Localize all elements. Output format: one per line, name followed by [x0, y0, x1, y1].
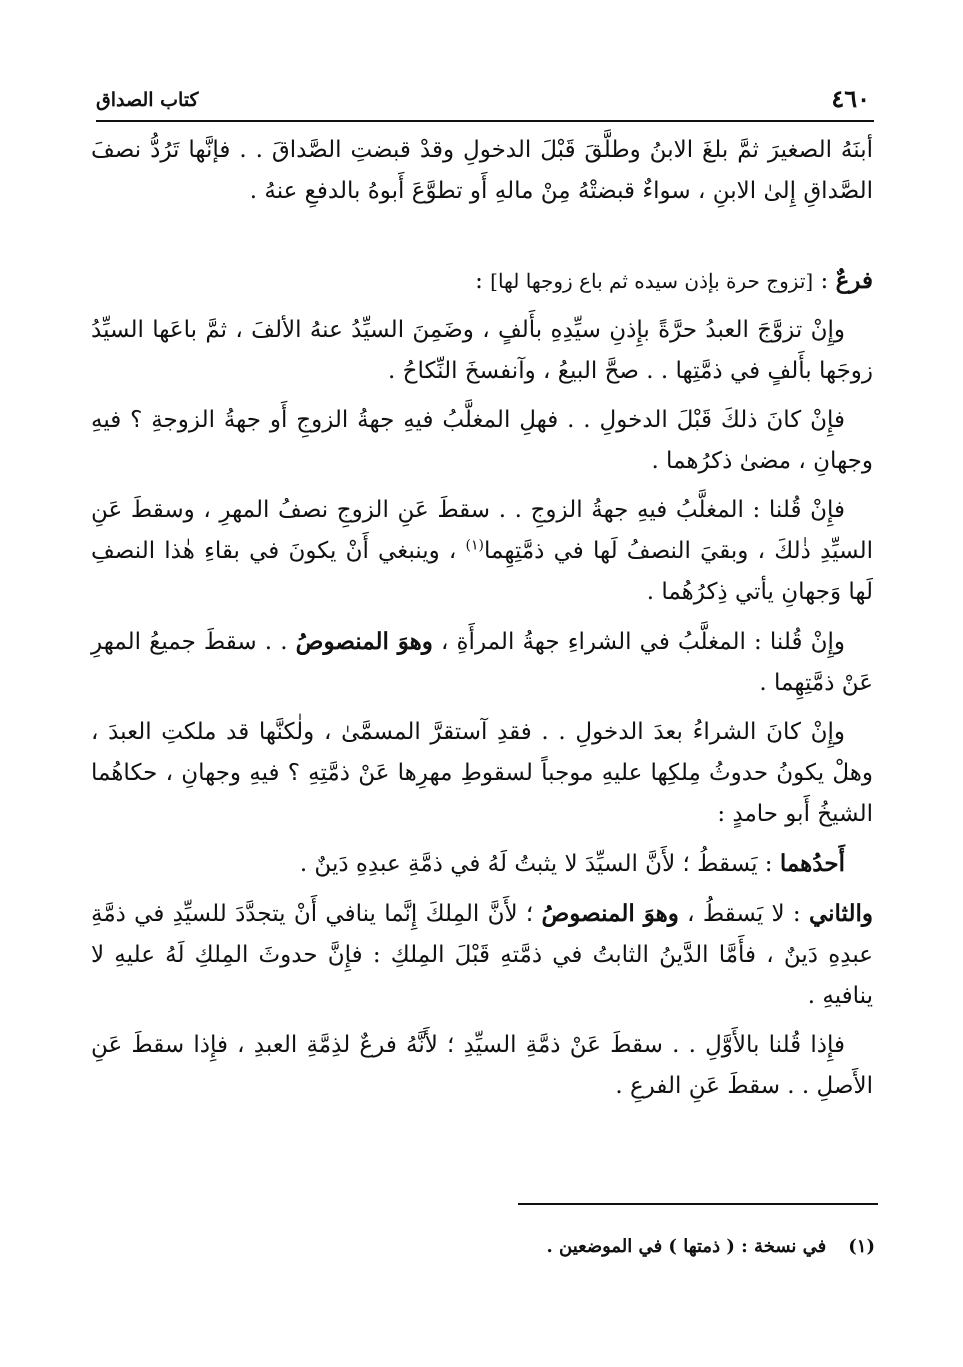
page-number: ٤٦٠ [831, 84, 870, 113]
opinion-second-text-b: ؛ لأَنَّ المِلكَ إِنَّما ينافي أَنْ يتجدَّدَ للسيِّدِ في ذمَّةِ عبدِهِ دَينٌ ، فأَمَّا الدَّينُ الثابتُ في ذمَّتهِ قَبْلَ المِلكِ : فإِنَّ حدوثَ المِلكِ لَهُ عليهِ لا ينافيهِ . [91, 901, 873, 1009]
paragraph-4-text-a: فإِنْ قُلنا : المغلَّبُ فيهِ جهةُ الزوجِ . . سقطَ عَنِ الزوجِ نصفُ المهرِ ، وسقطَ عَنِ السيِّدِ ذٰلكَ ، وبقيَ النصفُ لَها في ذمَّتِهِما [91, 497, 873, 564]
opinion-second [91, 893, 873, 1017]
branch-title: [تزوج حرة بإذن سيده ثم باع زوجها لها] [490, 269, 814, 293]
footnote-text: في نسخة : ( ذمتها ) في الموضعين . [546, 1236, 827, 1257]
opinion-second-emphasis: وهوَ المنصوصُ [541, 900, 679, 927]
paragraph-5-text-a: وإِنْ قُلنا : المغلَّبُ في الشراءِ جهةُ المرأَةِ ، [432, 629, 845, 655]
opinion-first-label: أَحدُهما [779, 850, 845, 877]
paragraph-1: أبنَهُ الصغيرَ ثمَّ بلغَ الابنُ وطلَّقَ قَبْلَ الدخولِ وقدْ قبضتِ الصَّداقَ . . فإنَّها تَرُدُّ نصفَ الصَّداقِ إِلىٰ الابنِ ، سواءٌ قبضتْهُ مِنْ مالهِ أَو تطوَّعَ أَبوهُ بالدفعِ عنهُ . [91, 137, 873, 204]
paragraph-5 [91, 621, 873, 704]
paragraph-7: فإِذا قُلنا بالأَوَّلِ . . سقطَ عَنْ ذمَّةِ السيِّدِ ؛ لأَنَّهُ فرعٌ لذِمَّةِ العبدِ ، فإِذا سقطَ عَنِ الأَصلِ . . سقطَ عَنِ الفرعِ . [91, 1032, 873, 1099]
footnote [95, 1232, 875, 1262]
paragraph-5-text-b: . . سقطَ جميعُ المهرِ عَنْ ذمَّتِهِما . [91, 629, 873, 696]
branch-end: : [475, 268, 491, 294]
branch-colon: : [813, 268, 836, 294]
paragraph-6: وإِنْ كانَ الشراءُ بعدَ الدخولِ . . فقدِ آستقرَّ المسمَّىٰ ، ولٰكنَّها قد ملكتِ العبدَ ، وهلْ يكونُ حدوثُ مِلكِها عليهِ موجباً لسقوطِ مهرِها عَنْ ذمَّتِهِ ؟ فيهِ وجهانِ ، حكاهُما الشيخُ أَبو حامدٍ : [91, 719, 873, 827]
paragraph-4-text-b: ، وينبغي أَنْ يكونَ في بقاءِ هٰذا النصفِ لَها وَجهانِ يأتي ذِكرُهُما . [91, 538, 873, 605]
paragraph-3: فإِنْ كانَ ذلكَ قَبْلَ الدخولِ . . فهلِ المغلَّبُ فيهِ جهةُ الزوجِ أَو جهةُ الزوجةِ ؟ فيهِ وجهانِ ، مضىٰ ذكرُهما . [91, 407, 873, 474]
section-gap [91, 220, 873, 260]
footnote-divider [518, 1203, 878, 1205]
running-header [96, 84, 870, 114]
opinion-first-text: : يَسقطُ ؛ لأَنَّ السيِّدَ لا يثبتُ لَهُ في ذمَّةِ عبدِهِ دَينٌ . [299, 851, 780, 877]
branch-heading [91, 260, 873, 302]
opinion-first [91, 843, 873, 885]
footnote-reference: (١) [465, 537, 485, 554]
paragraph-2: وإِنْ تزوَّجَ العبدُ حرَّةً بإِذنِ سيِّدِهِ بأَلفٍ ، وضَمِنَ السيِّدُ عنهُ الألفَ ، ثمَّ باعَها السيِّدُ زوجَها بأَلفٍ في ذمَّتِها . . صحَّ البيعُ ، وآنفسخَ النِّكاحُ . [91, 317, 873, 384]
header-divider [96, 120, 874, 122]
body-text [91, 130, 873, 1115]
paragraph-4 [91, 490, 873, 613]
footnote-number: (١) [848, 1236, 875, 1257]
branch-label: فرعٌ [835, 267, 873, 294]
book-title: كتاب الصداق [96, 89, 199, 111]
opinion-second-text-a: : لا يَسقطُ ، [678, 901, 809, 927]
opinion-second-label: والثاني [808, 900, 873, 927]
paragraph-5-emphasis: وهوَ المنصوصُ [295, 628, 433, 655]
